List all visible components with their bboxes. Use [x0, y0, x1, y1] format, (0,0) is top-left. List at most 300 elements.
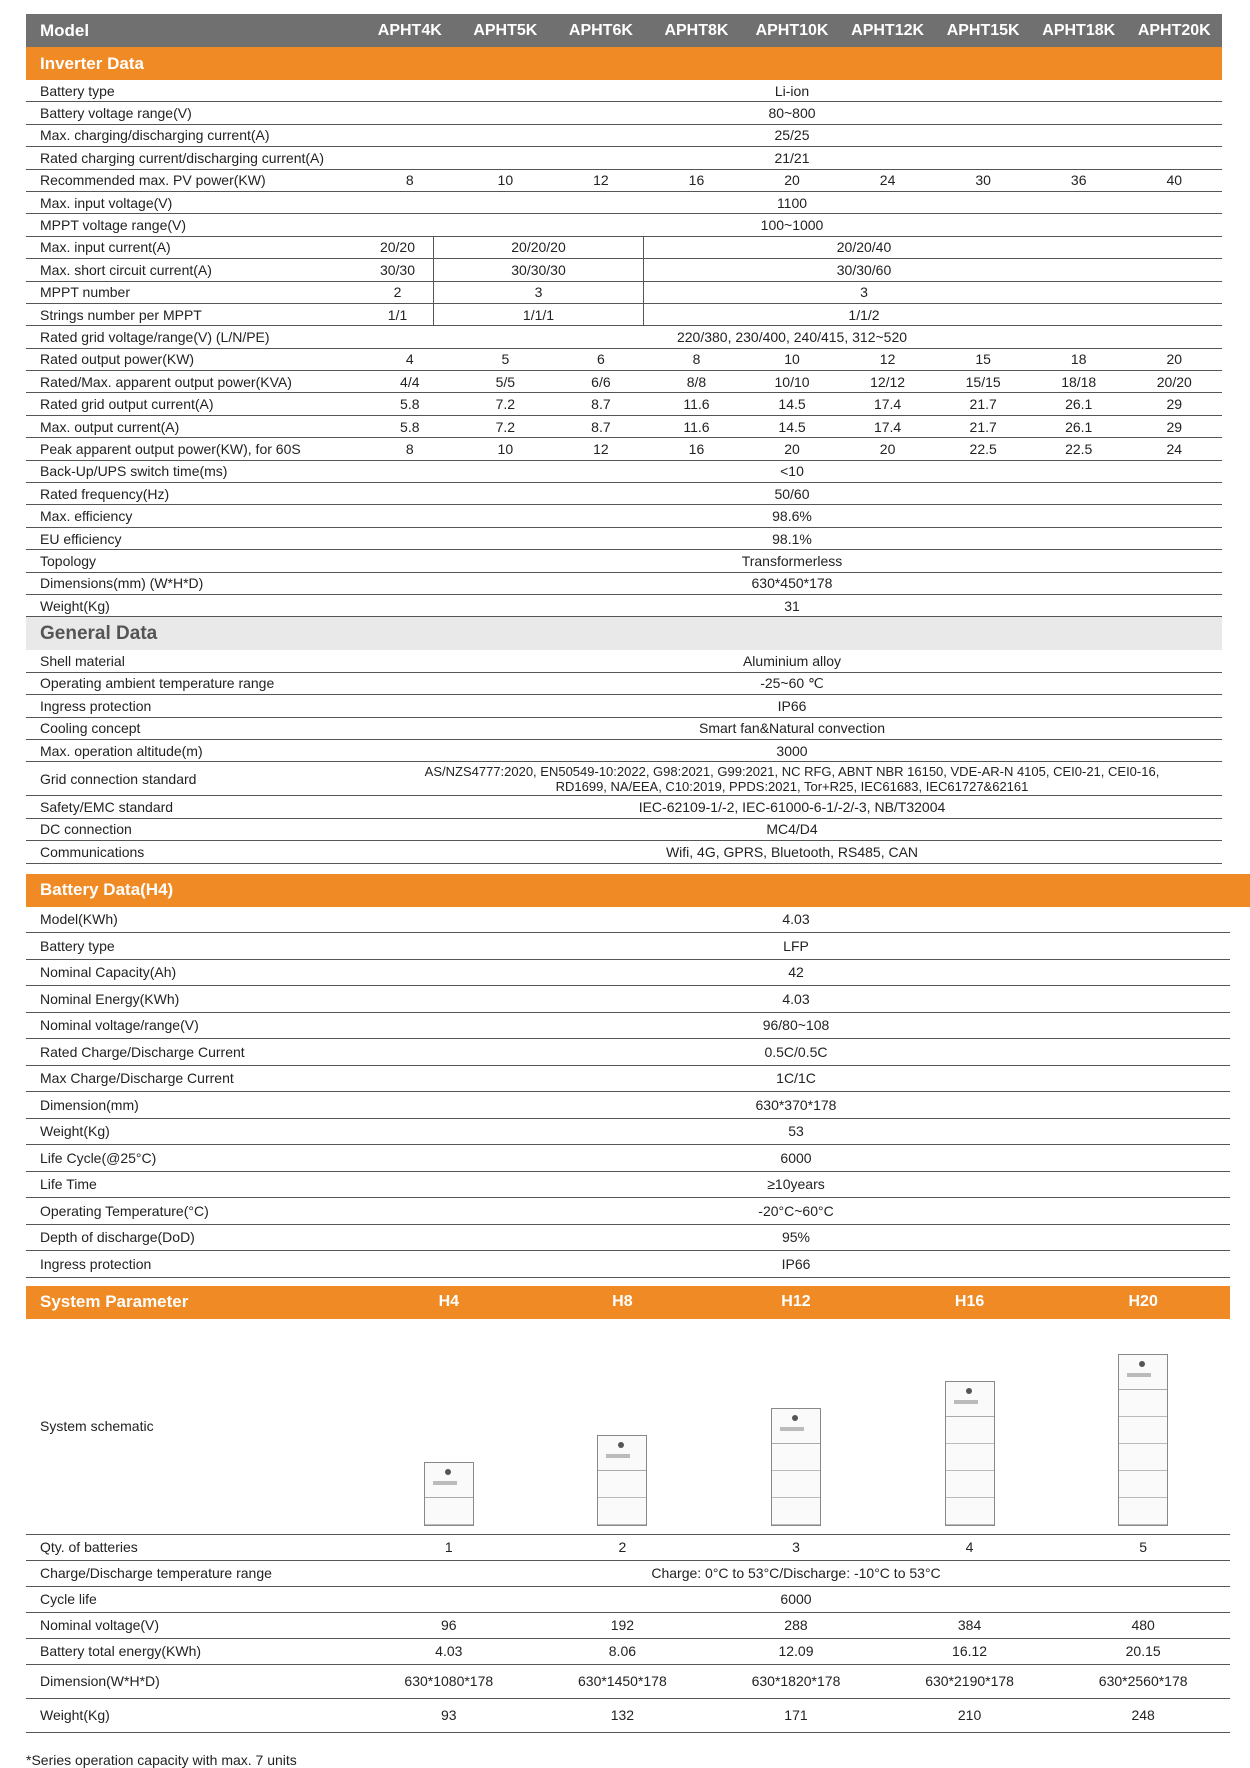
- spec-value: MC4/D4: [766, 821, 818, 838]
- battery-module-icon: [772, 1444, 820, 1471]
- spec-value: 1: [444, 1539, 453, 1555]
- spec-row: [26, 595, 1222, 617]
- spec-label: MPPT voltage range(V): [40, 217, 187, 234]
- spec-row: [26, 673, 1222, 695]
- spec-values: [362, 1539, 1230, 1555]
- spec-label: Dimension(W*H*D): [40, 1673, 160, 1689]
- spec-label: Model(KWh): [40, 911, 118, 928]
- spec-label: Cycle life: [40, 1591, 97, 1607]
- spec-value: 80~800: [768, 105, 816, 122]
- spec-value: LFP: [783, 937, 809, 954]
- spec-value: 7.2: [495, 418, 516, 435]
- spec-value: 384: [957, 1617, 982, 1633]
- spec-label: Max. efficiency: [40, 508, 133, 525]
- spec-row: [26, 907, 1230, 934]
- spec-value: Aluminium alloy: [742, 653, 842, 670]
- spec-value: 21/21: [774, 149, 810, 166]
- spec-row: [26, 147, 1222, 169]
- spec-value: 21.7: [969, 396, 997, 413]
- spec-value: 8.06: [608, 1643, 637, 1659]
- spec-value: 22.5: [1065, 440, 1093, 457]
- spec-value: 630*370*178: [755, 1096, 837, 1113]
- spec-value: 20: [784, 172, 800, 189]
- spec-value: 93: [441, 1707, 457, 1723]
- schematic-slot: [536, 1435, 708, 1526]
- spec-label: Max Charge/Discharge Current: [40, 1070, 234, 1087]
- spec-value: 6/6: [591, 373, 611, 390]
- spec-value: 12: [879, 351, 896, 368]
- model-name: APHT8K: [664, 21, 729, 39]
- spec-row: [26, 505, 1222, 527]
- spec-value: 20: [784, 440, 800, 457]
- spec-row: [26, 393, 1222, 415]
- spec-value: 3000: [776, 742, 808, 759]
- footnote: *Series operation capacity with max. 7 units: [26, 1752, 297, 1768]
- spec-value: 40: [1166, 172, 1183, 189]
- spec-row: [26, 695, 1222, 717]
- spec-label: Max. input current(A): [40, 239, 171, 256]
- spec-value: 95%: [781, 1229, 811, 1246]
- spec-value: 4.03: [435, 1643, 463, 1659]
- spec-group-value: 30/30/60: [643, 259, 1084, 280]
- spec-value: 11.6: [683, 418, 710, 435]
- spec-label: Weight(Kg): [40, 597, 110, 614]
- spec-label: Nominal Capacity(Ah): [40, 964, 177, 981]
- spec-value: 5/5: [495, 373, 516, 390]
- schematic-images: [362, 1319, 1230, 1534]
- spec-value: 29: [1166, 396, 1183, 413]
- spec-value: 1100: [776, 194, 808, 211]
- spec-value: 8.7: [591, 418, 611, 435]
- spec-group-value: 1/1: [387, 306, 408, 323]
- battery-stack-icon: [424, 1462, 474, 1526]
- spec-values: [362, 419, 1222, 435]
- spec-values: [362, 396, 1222, 412]
- spec-value: -25~60 ℃: [760, 674, 824, 691]
- spec-value: 17.4: [873, 396, 902, 413]
- spec-value: 14.5: [778, 396, 806, 413]
- model-header: [26, 14, 1222, 47]
- spec-row: [26, 1039, 1230, 1066]
- inverter-module-icon: [1119, 1355, 1167, 1390]
- spec-row: [26, 986, 1230, 1013]
- spec-values: [362, 374, 1222, 390]
- spec-values: [362, 1643, 1230, 1659]
- spec-value: 4/4: [400, 373, 420, 390]
- spec-value: 31: [784, 597, 800, 614]
- battery-stack-icon: [945, 1381, 995, 1526]
- spec-values: [362, 1673, 1230, 1689]
- general-title: General Data: [40, 622, 158, 644]
- spec-value: 10: [784, 351, 800, 368]
- spec-label: Operating ambient temperature range: [40, 675, 275, 692]
- spec-row: [26, 528, 1222, 550]
- battery-module-icon: [1119, 1471, 1167, 1498]
- spec-value: 12.09: [778, 1643, 814, 1659]
- schematic-slot: [1057, 1354, 1229, 1526]
- spec-value: 480: [1131, 1617, 1155, 1633]
- spec-value: 248: [1131, 1707, 1155, 1723]
- inverter-module-icon: [772, 1409, 820, 1444]
- spec-value: 5.8: [400, 396, 420, 413]
- spec-values: [362, 172, 1222, 188]
- spec-label: Battery total energy(KWh): [40, 1643, 202, 1659]
- spec-label: MPPT number: [40, 284, 130, 301]
- spec-value: 26.1: [1065, 418, 1093, 435]
- spec-label: Shell material: [40, 653, 125, 670]
- spec-row: [26, 740, 1222, 762]
- spec-row: [26, 796, 1222, 818]
- battery-table: [26, 907, 1230, 1278]
- spec-label: Rated grid output current(A): [40, 396, 214, 413]
- spec-value: 7.2: [495, 396, 516, 413]
- spec-values: [362, 441, 1222, 457]
- battery-module-icon: [946, 1498, 994, 1525]
- spec-label: Operating Temperature(°C): [40, 1202, 209, 1219]
- system-model-name: H20: [1128, 1293, 1158, 1310]
- spec-value: 29: [1166, 418, 1183, 435]
- spec-label: DC connection: [40, 821, 132, 838]
- spec-label: Weight(Kg): [40, 1707, 110, 1723]
- spec-row: [26, 483, 1222, 505]
- spec-row: [26, 1613, 1230, 1639]
- spec-label: Depth of discharge(DoD): [40, 1229, 195, 1246]
- system-title: System Parameter: [40, 1292, 189, 1311]
- spec-label: Battery type: [40, 937, 115, 954]
- spec-label: Max. output current(A): [40, 418, 180, 435]
- spec-value: 24: [879, 172, 896, 189]
- spec-value: 171: [784, 1707, 808, 1723]
- spec-row: [26, 349, 1222, 371]
- spec-label: Rated/Max. apparent output power(KVA): [40, 373, 292, 390]
- spec-value: 192: [610, 1617, 635, 1633]
- spec-row: [26, 573, 1222, 595]
- spec-value: 630*1080*178: [404, 1673, 494, 1689]
- battery-module-icon: [598, 1498, 646, 1525]
- spec-row: [26, 1145, 1230, 1172]
- battery-module-icon: [946, 1444, 994, 1471]
- spec-label: Weight(Kg): [40, 1123, 110, 1140]
- spec-value: 16: [688, 440, 705, 457]
- battery-section-title: [26, 874, 1250, 907]
- spec-value: 22.5: [969, 440, 997, 457]
- schematic-slot: [884, 1381, 1056, 1526]
- battery-module-icon: [946, 1471, 994, 1498]
- spec-row: [26, 1639, 1230, 1665]
- model-name: APHT12K: [851, 21, 925, 39]
- spec-row: [26, 192, 1222, 214]
- spec-row: [26, 1699, 1230, 1733]
- spec-value: ≥10years: [767, 1176, 825, 1193]
- spec-group-value: 3: [433, 282, 643, 303]
- spec-row: [26, 762, 1222, 796]
- spec-row: [26, 1665, 1230, 1699]
- spec-row: [26, 214, 1222, 236]
- spec-group-value: 30/30/30: [433, 259, 643, 280]
- spec-value: 6: [597, 351, 605, 368]
- system-section-title: [26, 1286, 1230, 1319]
- battery-module-icon: [1119, 1417, 1167, 1444]
- spec-row: [26, 1066, 1230, 1093]
- schematic-slot: [363, 1462, 535, 1526]
- spec-value: 132: [610, 1707, 635, 1723]
- model-name: APHT18K: [1042, 21, 1116, 39]
- spec-row: [26, 438, 1222, 460]
- spec-value: AS/NZS4777:2020, EN50549-10:2022, G98:2021, G99:2021, NC RFG, ABNT NBR 16150, VDE-AR-N 4105, CEI0-21, CEI0-16, RD1699, NA/EEA, C10:2019, PPDS:2021, Tor+R25, IEC61683, IEC61727&62161: [424, 763, 1160, 794]
- spec-value: 4.03: [782, 911, 810, 928]
- inverter-table: [26, 80, 1222, 617]
- spec-label: Battery voltage range(V): [40, 105, 192, 122]
- spec-label: Max. input voltage(V): [40, 194, 173, 211]
- spec-row: [26, 550, 1222, 572]
- spec-value: 2: [618, 1539, 627, 1555]
- spec-value: 20/20: [1156, 373, 1192, 390]
- inverter-module-icon: [425, 1463, 473, 1498]
- spec-group-value: 20/20/40: [643, 237, 1084, 258]
- spec-value: <10: [780, 463, 804, 480]
- general-section-title: [26, 617, 1222, 650]
- spec-value: 288: [784, 1617, 808, 1633]
- spec-value: 50/60: [774, 485, 810, 502]
- spec-label: Max. short circuit current(A): [40, 261, 212, 278]
- spec-value: 96/80~108: [762, 1017, 830, 1034]
- spec-row: [26, 282, 1222, 304]
- spec-label: Back-Up/UPS switch time(ms): [40, 463, 228, 480]
- spec-value: 12: [593, 440, 609, 457]
- spec-label: Battery type: [40, 82, 115, 99]
- spec-value: 5: [1139, 1539, 1148, 1555]
- spec-group-value: 30/30: [379, 261, 416, 278]
- spec-row: [26, 1198, 1230, 1225]
- spec-value: IP66: [781, 1255, 811, 1272]
- spec-label: Cooling concept: [40, 720, 141, 737]
- spec-value: Charge: 0°C to 53°C/Discharge: -10°C to 53°C: [651, 1565, 941, 1581]
- spec-value: 630*2560*178: [1098, 1673, 1188, 1689]
- spec-value: 53: [788, 1123, 804, 1140]
- system-model-name: H16: [954, 1293, 985, 1310]
- spec-label: Charge/Discharge temperature range: [40, 1565, 272, 1581]
- spec-label: Topology: [40, 552, 97, 569]
- spec-row: [26, 718, 1222, 740]
- spec-value: 18: [1070, 351, 1087, 368]
- spec-label: Ingress protection: [40, 1255, 152, 1272]
- spec-value: 12: [593, 172, 609, 189]
- spec-label: EU efficiency: [40, 530, 122, 547]
- battery-module-icon: [425, 1498, 473, 1525]
- spec-value: 14.5: [778, 418, 806, 435]
- spec-label: Recommended max. PV power(KW): [40, 172, 266, 189]
- spec-value: 18/18: [1061, 373, 1097, 390]
- model-name: APHT5K: [473, 21, 538, 39]
- spec-row: [26, 304, 1222, 326]
- spec-value: 10: [497, 172, 514, 189]
- spec-label: Qty. of batteries: [40, 1539, 138, 1555]
- spec-row: [26, 326, 1222, 348]
- spec-value: 5: [501, 351, 510, 368]
- model-name: APHT20K: [1137, 21, 1211, 39]
- spec-row: [26, 80, 1222, 102]
- spec-value: 630*1450*178: [578, 1673, 667, 1689]
- spec-values: [362, 351, 1222, 367]
- inverter-module-icon: [598, 1436, 646, 1471]
- spec-value: 98.1%: [772, 530, 812, 547]
- spec-label: Max. charging/discharging current(A): [40, 127, 270, 144]
- spec-row: [26, 1587, 1230, 1613]
- spec-value: 26.1: [1065, 396, 1093, 413]
- spec-value: 30: [975, 172, 991, 189]
- spec-values: [362, 1707, 1230, 1723]
- spec-value: 36: [1070, 172, 1087, 189]
- battery-stack-icon: [771, 1408, 821, 1526]
- spec-value: 8: [405, 172, 414, 189]
- spec-value: 98.6%: [772, 508, 812, 525]
- spec-row: [26, 416, 1222, 438]
- spec-value: 4: [965, 1539, 974, 1555]
- spec-value: 220/380, 230/400, 240/415, 312~520: [676, 328, 908, 345]
- battery-title: Battery Data(H4): [40, 880, 174, 899]
- spec-value: 630*1820*178: [751, 1673, 841, 1689]
- spec-value: 6000: [780, 1149, 812, 1166]
- spec-value: 17.4: [873, 418, 902, 435]
- spec-row: [26, 1561, 1230, 1587]
- battery-stack-icon: [1118, 1354, 1168, 1526]
- spec-label: Safety/EMC standard: [40, 799, 174, 816]
- spec-label: Max. operation altitude(m): [40, 742, 203, 759]
- spec-row: [26, 259, 1222, 281]
- spec-value: Transformerless: [741, 552, 843, 569]
- spec-value: 10: [497, 440, 514, 457]
- spec-value: 25/25: [774, 127, 810, 144]
- spec-value: 20.15: [1125, 1643, 1161, 1659]
- schematic-slot: [710, 1408, 882, 1526]
- spec-row: [26, 125, 1222, 147]
- model-name: APHT15K: [946, 21, 1020, 39]
- spec-group-value: 1/1/1: [433, 304, 643, 325]
- spec-groups: [362, 282, 1222, 303]
- spec-group-value: 3: [643, 282, 1084, 303]
- spec-value: 1C/1C: [776, 1070, 816, 1087]
- system-model-name: H8: [612, 1293, 633, 1310]
- system-model-names: [362, 1293, 1230, 1311]
- spec-value: 3: [792, 1539, 800, 1555]
- spec-value: 6000: [780, 1591, 812, 1607]
- spec-values: [362, 1617, 1230, 1633]
- spec-group-value: 20/20/20: [433, 237, 643, 258]
- inverter-module-icon: [946, 1382, 994, 1417]
- model-names: [362, 22, 1222, 40]
- spec-value: 0.5C/0.5C: [764, 1043, 828, 1060]
- model-name: APHT6K: [568, 21, 633, 39]
- spec-row: [26, 1013, 1230, 1040]
- spec-value: 96: [441, 1617, 457, 1633]
- spec-label: Nominal Energy(KWh): [40, 990, 180, 1007]
- spec-row: [26, 461, 1222, 483]
- spec-label: Strings number per MPPT: [40, 306, 202, 323]
- battery-module-icon: [598, 1471, 646, 1498]
- spec-value: 16.12: [952, 1643, 988, 1659]
- spec-row: [26, 1225, 1230, 1252]
- spec-value: 24: [1166, 440, 1183, 457]
- spec-value: 11.6: [683, 396, 710, 413]
- spec-value: 10/10: [774, 373, 810, 390]
- spec-value: IP66: [777, 697, 807, 714]
- spec-label: Communications: [40, 843, 145, 860]
- spec-group-value: 1/1/2: [643, 304, 1084, 325]
- spec-sheet: [26, 14, 1222, 1733]
- spec-value: 42: [788, 964, 804, 981]
- spec-label: Nominal voltage/range(V): [40, 1017, 199, 1034]
- spec-row: [26, 1535, 1230, 1561]
- spec-label: Life Cycle(@25°C): [40, 1149, 157, 1166]
- spec-groups: [362, 304, 1222, 325]
- spec-value: Wifi, 4G, GPRS, Bluetooth, RS485, CAN: [665, 843, 919, 860]
- spec-value: 8.7: [591, 396, 611, 413]
- spec-row: [26, 933, 1230, 960]
- spec-row: [26, 371, 1222, 393]
- spec-row: [26, 237, 1222, 259]
- spec-group-value: 20/20: [379, 239, 416, 256]
- model-label: Model: [40, 20, 90, 40]
- system-table: [26, 1319, 1230, 1733]
- spec-value: 5.8: [400, 418, 420, 435]
- system-schematic-row: [26, 1319, 1230, 1535]
- spec-row: [26, 1092, 1230, 1119]
- battery-module-icon: [946, 1417, 994, 1444]
- spec-value: 4: [405, 351, 414, 368]
- spec-value: 4.03: [782, 990, 810, 1007]
- spec-label: Rated Charge/Discharge Current: [40, 1043, 245, 1060]
- spec-label: Rated charging current/discharging current(A): [40, 149, 325, 166]
- spec-label: Life Time: [40, 1176, 97, 1193]
- general-table: [26, 650, 1222, 863]
- battery-module-icon: [1119, 1498, 1167, 1525]
- spec-group-value: 2: [393, 284, 402, 301]
- spec-value: Li-ion: [774, 82, 810, 99]
- spec-value: 20: [879, 440, 896, 457]
- spec-value: 8: [692, 351, 701, 368]
- spec-row: [26, 1251, 1230, 1278]
- spec-row: [26, 1119, 1230, 1146]
- spec-value: 8: [405, 440, 414, 457]
- spec-value: 630*450*178: [751, 575, 833, 592]
- spec-groups: [362, 237, 1222, 258]
- spec-value: 210: [957, 1707, 982, 1723]
- spec-value: 100~1000: [760, 217, 824, 234]
- spec-value: IEC-62109-1/-2, IEC-61000-6-1/-2/-3, NB/T32004: [638, 799, 946, 816]
- battery-module-icon: [1119, 1390, 1167, 1417]
- spec-label: Grid connection standard: [40, 770, 197, 787]
- spec-value: 20: [1166, 351, 1183, 368]
- spec-label: Ingress protection: [40, 697, 152, 714]
- spec-row: [26, 819, 1222, 841]
- spec-value: 8/8: [686, 373, 707, 390]
- spec-value: 630*2190*178: [925, 1673, 1014, 1689]
- spec-label: Rated output power(KW): [40, 351, 195, 368]
- inverter-title: Inverter Data: [40, 53, 144, 73]
- system-model-name: H4: [438, 1293, 460, 1310]
- model-name: APHT4K: [377, 21, 442, 39]
- spec-label: Peak apparent output power(KW), for 60S: [40, 440, 301, 457]
- battery-module-icon: [1119, 1444, 1167, 1471]
- spec-row: [26, 1172, 1230, 1199]
- schematic-label: System schematic: [40, 1418, 154, 1434]
- spec-label: Rated grid voltage/range(V) (L/N/PE): [40, 328, 270, 345]
- spec-value: -20°C~60°C: [758, 1202, 834, 1219]
- spec-value: 15: [975, 351, 991, 368]
- spec-value: Smart fan&Natural convection: [699, 720, 885, 737]
- spec-label: Nominal voltage(V): [40, 1617, 160, 1633]
- spec-row: [26, 960, 1230, 987]
